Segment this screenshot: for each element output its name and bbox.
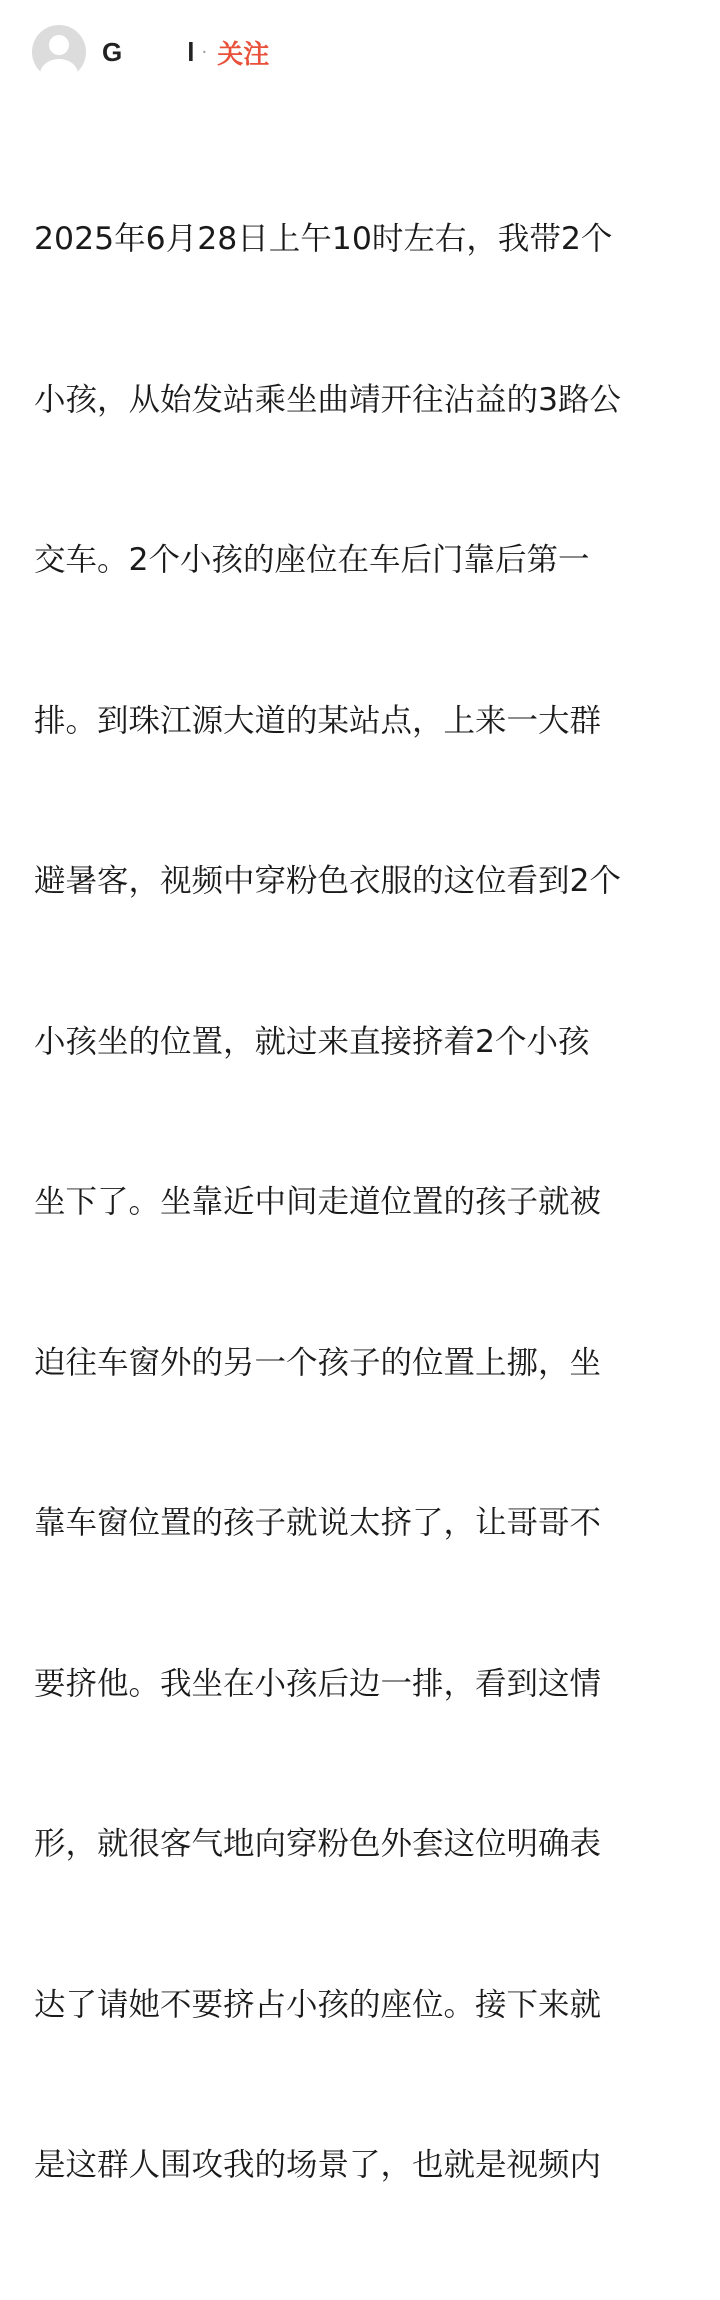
post-line: 避暑客，视频中穿粉色衣服的这位看到2个 xyxy=(34,863,622,899)
username[interactable] xyxy=(102,37,195,68)
post-body xyxy=(34,106,694,2300)
post-header xyxy=(32,24,269,80)
post-line: 迫往车窗外的另一个孩子的位置上挪，坐 xyxy=(34,1344,602,1381)
separator-dot: · xyxy=(201,41,208,63)
post-line: 坐下了。坐靠近中间走道位置的孩子就被 xyxy=(34,1184,602,1220)
post-line: 交车。2个小孩的座位在车后门靠后第一 xyxy=(34,542,590,578)
post-line: 达了请她不要挤占小孩的座位。接下来就 xyxy=(34,1986,602,2023)
post-line: 排。到珠江源大道的某站点，上来一大群 xyxy=(34,702,602,739)
avatar[interactable] xyxy=(32,25,86,79)
username-blur-mask xyxy=(125,42,187,66)
post-line: 2025年6月28日上午10时左右，我带2个 xyxy=(34,221,613,257)
username-tail: l xyxy=(187,36,196,67)
post-line: 要挤他。我坐在小孩后边一排，看到这情 xyxy=(34,1665,602,1702)
post-line: 形，就很客气地向穿粉色外套这位明确表 xyxy=(34,1826,602,1862)
avatar-head-shape xyxy=(49,35,69,55)
username-visible: G xyxy=(102,36,124,67)
avatar-body-shape xyxy=(40,59,78,89)
post-line: 是这群人围攻我的场景了，也就是视频内 xyxy=(34,2147,602,2183)
follow-button[interactable]: 关注 xyxy=(217,39,270,70)
post-line: 小孩坐的位置，就过来直接挤着2个小孩 xyxy=(34,1023,590,1060)
post-line: 靠车窗位置的孩子就说太挤了，让哥哥不 xyxy=(34,1505,602,1541)
post-line: 小孩，从始发站乘坐曲靖开往沾益的3路公 xyxy=(34,381,622,418)
